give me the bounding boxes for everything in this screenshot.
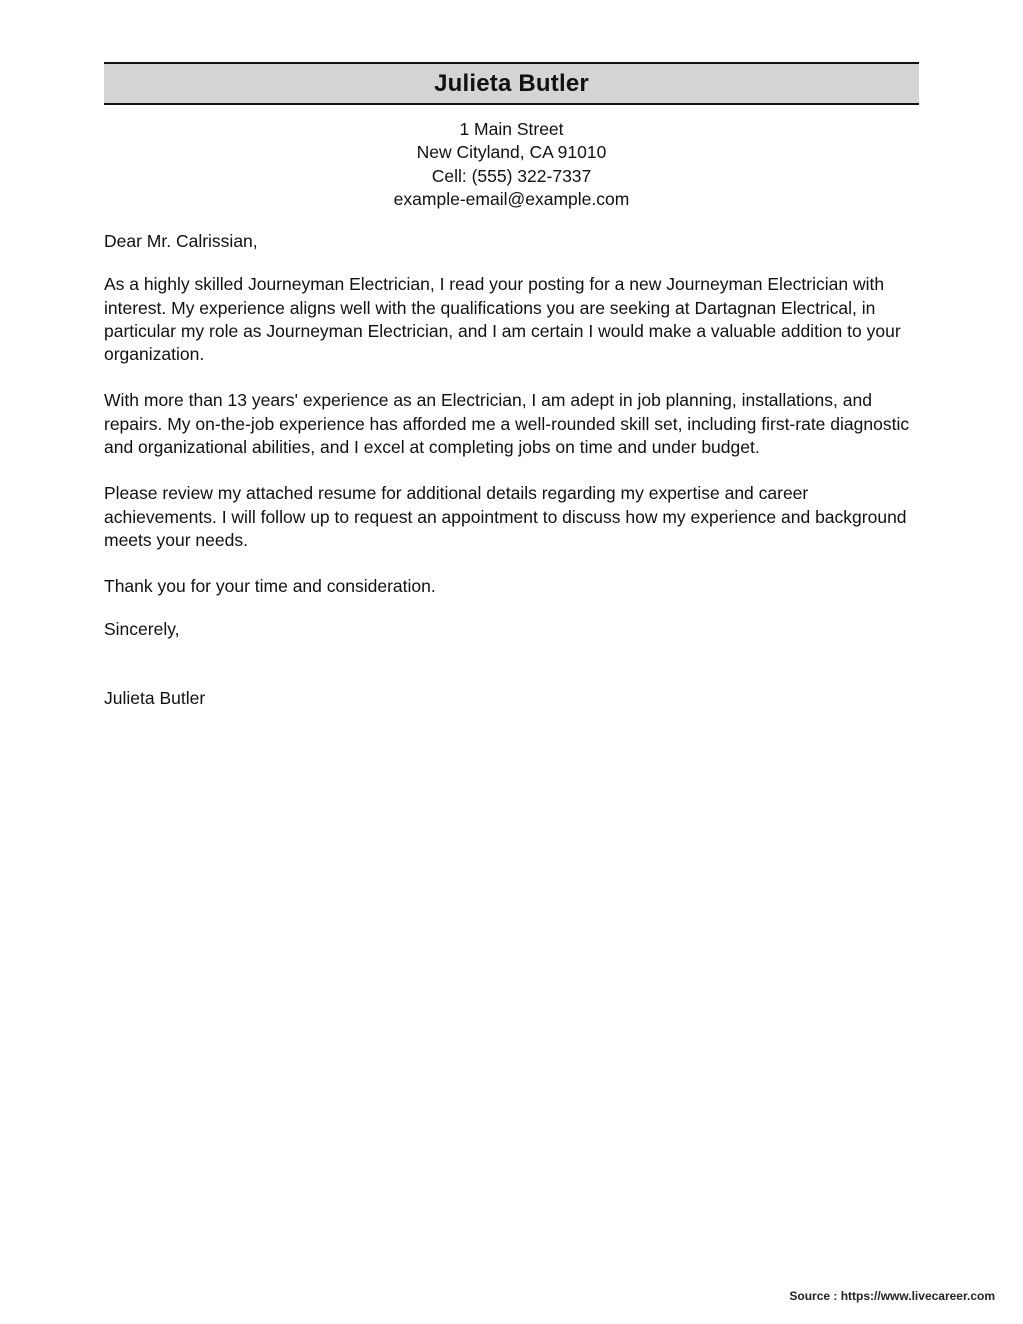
paragraph-intro: As a highly skilled Journeyman Electrician, I read your posting for a new Journeyman Electrician with interest. My experience aligns well with the qualifications you are seeking at Dartagnan Electrical, in particular my role as Journeyman Electrician, and I am certain I would make a valuable addition to your organization.	[104, 274, 901, 365]
paragraph-experience: With more than 13 years' experience as an Electrician, I am adept in job planning, installations, and repairs. My on-the-job experience has afforded me a well-rounded skill set, including first-rate diagnostic and organizational abilities, and I excel at completing jobs on time and under budget.	[104, 390, 910, 458]
paragraph-follow-up: Please review my attached resume for additional details regarding my expertise and career achievements. I will follow up to request an appointment to discuss how my experience and background meets your needs.	[104, 483, 907, 550]
street-address: 1 Main Street	[459, 119, 564, 139]
applicant-name: Julieta Butler	[434, 69, 589, 97]
email-address: example-email@example.com	[393, 188, 630, 209]
thanks-line: Thank you for your time and consideration.	[104, 576, 436, 597]
source-credit: Source : https://www.livecareer.com	[789, 1289, 995, 1303]
letter-body	[104, 230, 919, 710]
closing-line: Sincerely,	[104, 618, 180, 639]
phone-number: Cell: (555) 322-7337	[431, 165, 592, 186]
city-state-zip: New Cityland, CA 91010	[416, 142, 607, 163]
salutation: Dear Mr. Calrissian,	[104, 231, 258, 251]
name-header-bar	[104, 62, 919, 105]
contact-block	[104, 118, 919, 211]
signature-name: Julieta Butler	[104, 687, 206, 708]
